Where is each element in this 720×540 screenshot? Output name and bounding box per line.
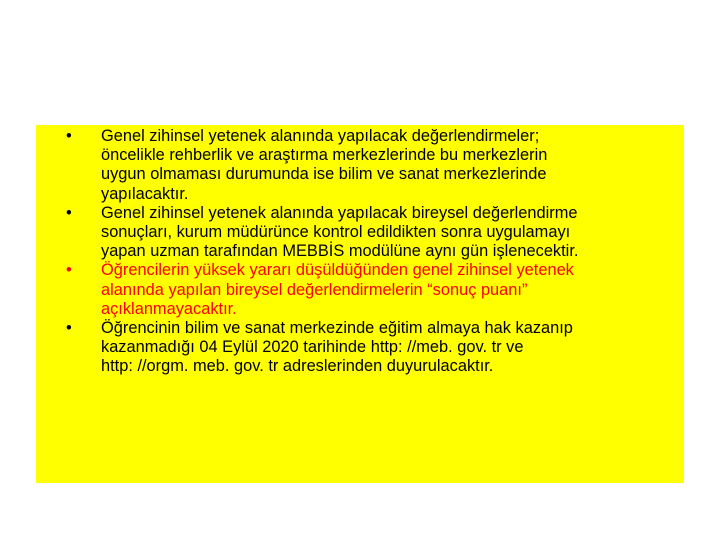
bullet-text-line: Öğrencinin bilim ve sanat merkezinde eğitim almaya hak kazanıp xyxy=(101,319,573,338)
bullet-text-line: http: //orgm. meb. gov. tr adreslerinden duyurulacaktır. xyxy=(101,357,494,376)
bullet-text-line: yapan uzman tarafından MEBBİS modülüne aynı gün işlenecektir. xyxy=(101,242,579,261)
bullet-item xyxy=(66,261,681,319)
bullet-item xyxy=(66,319,681,377)
bullet-text-line: alanında yapılan bireysel değerlendirmelerin “sonuç puanı” xyxy=(101,280,528,299)
bullet-text-line: uygun olmaması durumunda ise bilim ve sanat merkezlerinde xyxy=(101,165,547,184)
bullet-item xyxy=(66,204,681,262)
bullet-icon: • xyxy=(66,261,72,280)
bullet-icon: • xyxy=(66,127,72,145)
bullet-item xyxy=(66,127,681,204)
bullet-icon: • xyxy=(66,203,72,222)
bullet-text-line: sonuçları, kurum müdürünce kontrol edildikten sonra uygulamayı xyxy=(101,223,571,242)
bullet-text-line: Genel zihinsel yetenek alanında yapılacak değerlendirmeler; xyxy=(101,127,540,145)
bullet-text-line: öncelikle rehberlik ve araştırma merkezlerinde bu merkezlerin xyxy=(101,146,548,165)
bullet-text-line: yapılacaktır. xyxy=(101,184,189,203)
bullet-text-line: Öğrencilerin yüksek yararı düşüldüğünden genel zihinsel yetenek xyxy=(101,261,574,280)
bullet-text-line: kazanmadığı 04 Eylül 2020 tarihinde http: //meb. gov. tr ve xyxy=(101,338,524,357)
bullet-icon: • xyxy=(66,319,72,338)
bullet-text-line: Genel zihinsel yetenek alanında yapılacak bireysel değerlendirme xyxy=(101,203,578,222)
bullet-list xyxy=(66,127,684,377)
bullet-text-line: açıklanmayacaktır. xyxy=(101,299,237,318)
highlighted-text-panel xyxy=(36,125,684,483)
